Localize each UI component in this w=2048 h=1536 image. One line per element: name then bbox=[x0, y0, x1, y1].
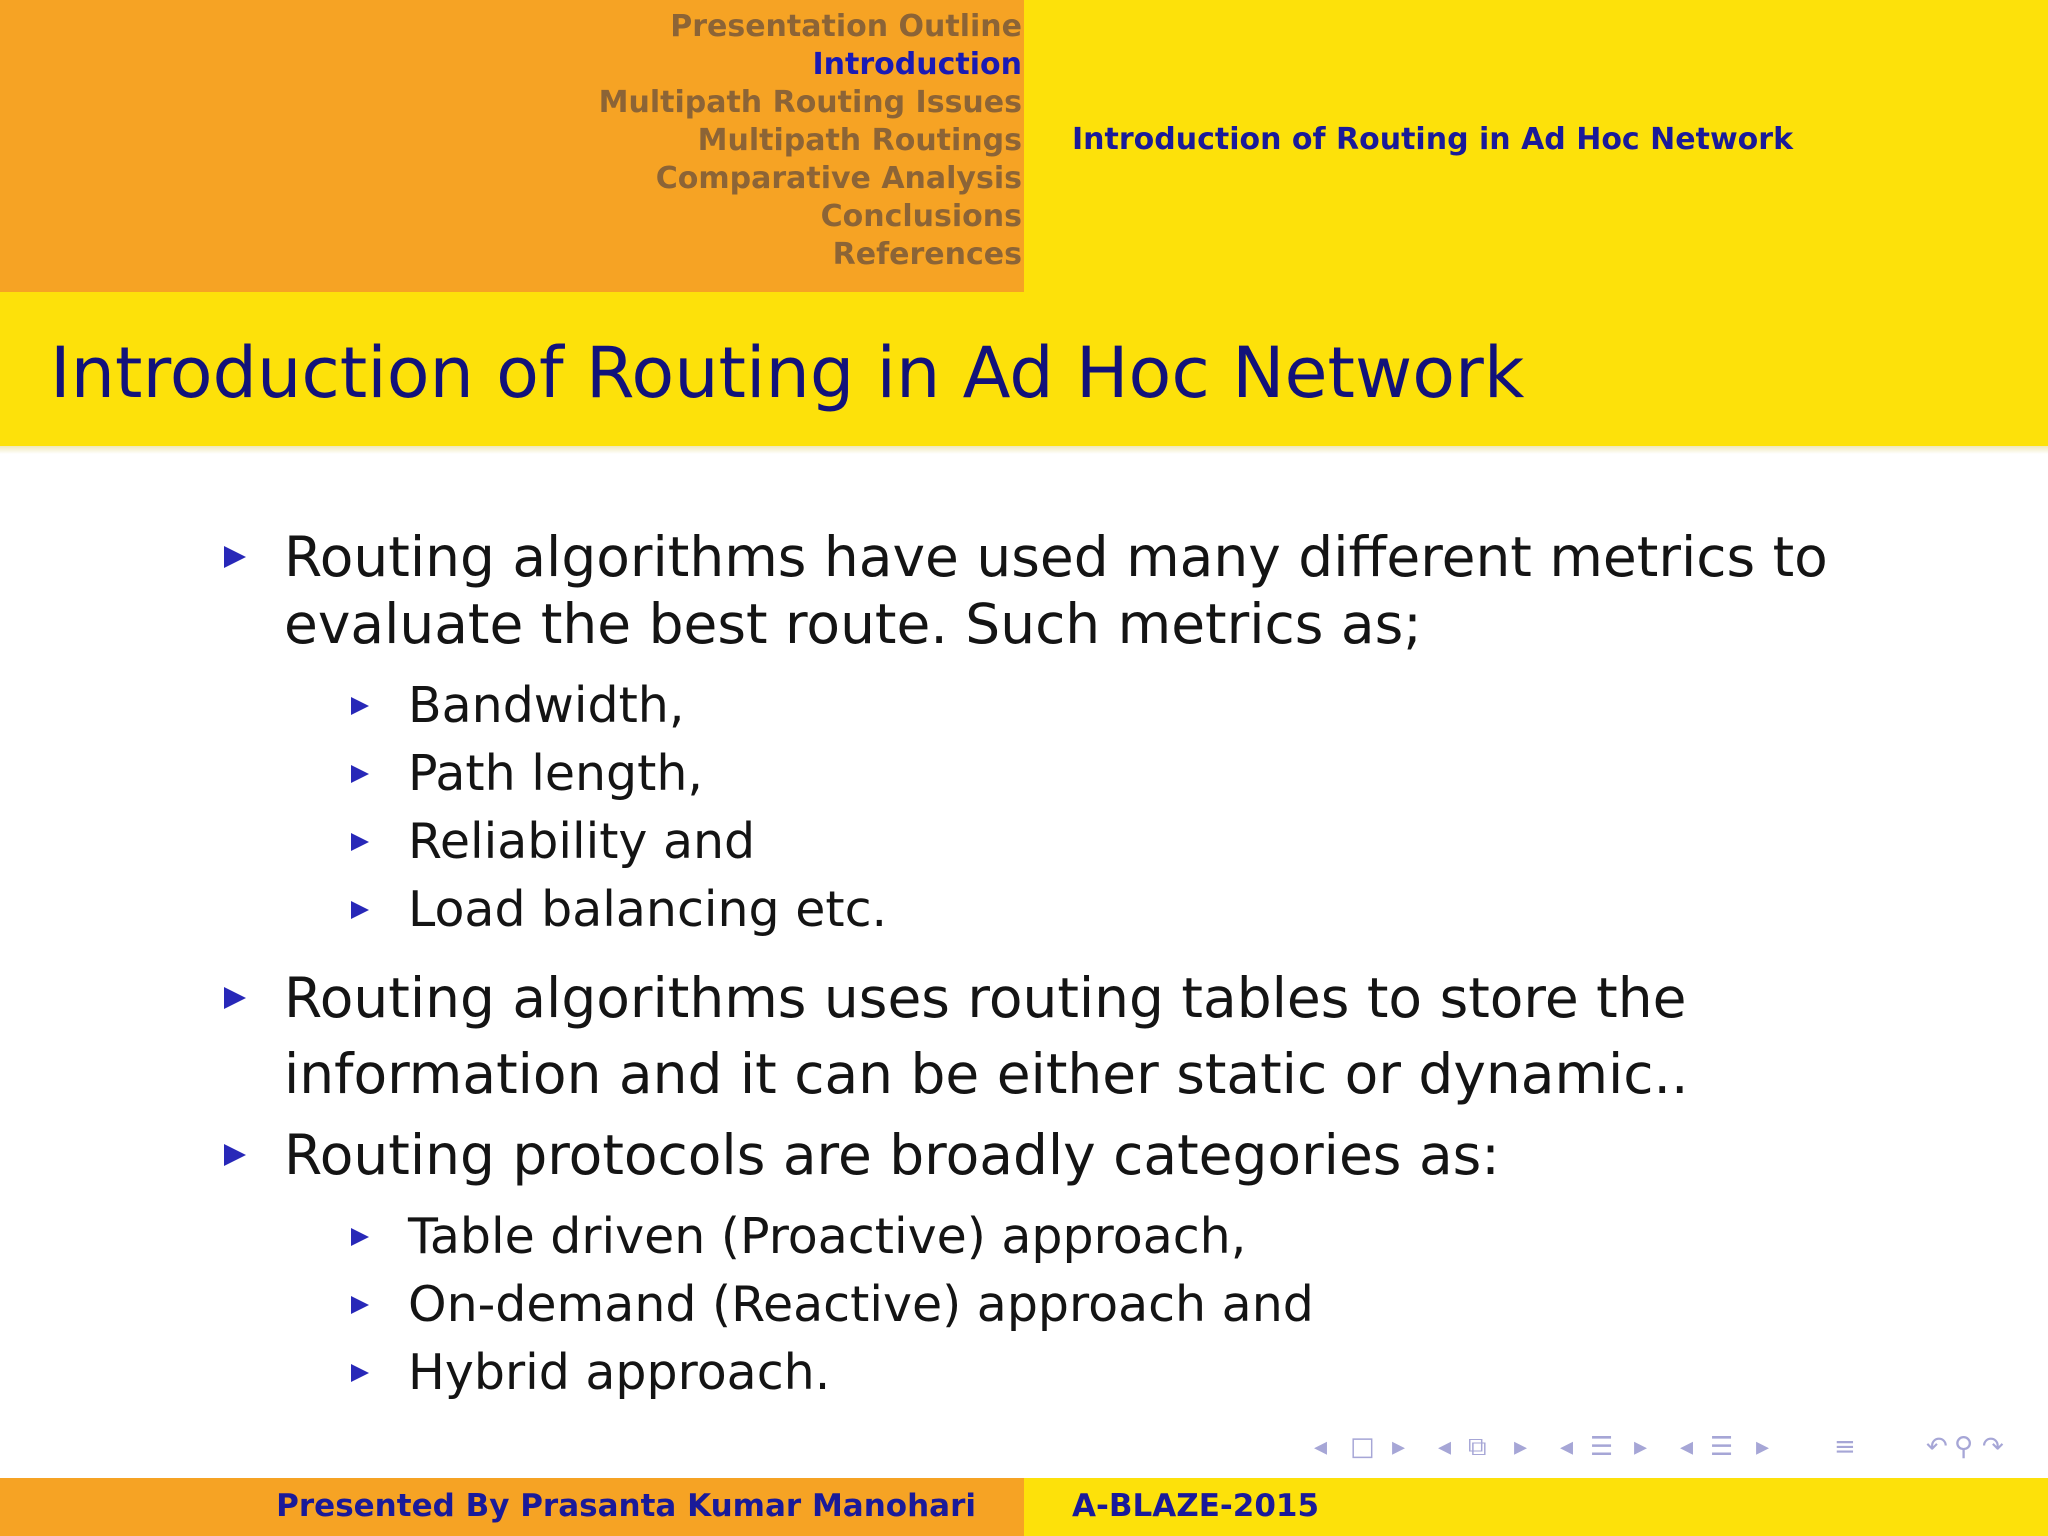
subsection-title[interactable]: Introduction of Routing in Ad Hoc Network bbox=[1072, 122, 1794, 157]
subsection-icon[interactable]: ⧉ bbox=[1468, 1432, 1487, 1462]
sub-bullet-text: Load balancing etc. bbox=[408, 881, 888, 938]
slide-title: Introduction of Routing in Ad Hoc Network bbox=[50, 332, 1525, 414]
sub-bullet-text: On-demand (Reactive) approach and bbox=[408, 1276, 1314, 1333]
outline-item-multipath-routing-issues[interactable]: Multipath Routing Issues bbox=[598, 85, 1022, 120]
beamer-navigation-bar bbox=[1314, 1432, 2034, 1468]
next-frame-arrow-icon[interactable]: ▸ bbox=[1392, 1432, 1406, 1462]
bullet-text: Routing algorithms have used many different metrics to evaluate the best route. Such metrics as; bbox=[284, 525, 1828, 656]
footer-event-panel bbox=[1024, 1478, 2048, 1536]
sub-bullet-text: Path length, bbox=[408, 745, 703, 802]
bullet-triangle-icon bbox=[351, 697, 369, 715]
sub-bullet-text: Hybrid approach. bbox=[408, 1344, 831, 1401]
sub-bullet-item bbox=[218, 808, 1918, 876]
sub-bullet-item bbox=[218, 672, 1918, 740]
frame-icon[interactable]: □ bbox=[1350, 1432, 1375, 1462]
sub-bullet-item bbox=[218, 1203, 1918, 1271]
presentation-icon[interactable]: ☰ bbox=[1710, 1432, 1734, 1462]
next-section-arrow-icon[interactable]: ▸ bbox=[1634, 1432, 1648, 1462]
sub-bullet-text: Bandwidth, bbox=[408, 677, 685, 734]
next-presentation-arrow-icon[interactable]: ▸ bbox=[1756, 1432, 1770, 1462]
outline-item-conclusions[interactable]: Conclusions bbox=[820, 199, 1022, 234]
section-icon[interactable]: ☰ bbox=[1590, 1432, 1614, 1462]
outline-item-presentation-outline[interactable]: Presentation Outline bbox=[670, 9, 1022, 44]
presentation-outline bbox=[222, 8, 1022, 274]
sub-bullet-list bbox=[218, 672, 1918, 944]
bullet-item bbox=[218, 960, 1918, 1112]
bullet-triangle-icon bbox=[351, 1364, 369, 1382]
prev-presentation-arrow-icon[interactable]: ◂ bbox=[1680, 1432, 1694, 1462]
forward-icon[interactable]: ↷ bbox=[1982, 1432, 2004, 1462]
bullet-text: Routing algorithms uses routing tables to store the information and it can be either static or dynamic.. bbox=[284, 966, 1689, 1106]
outline-item-references[interactable]: References bbox=[832, 237, 1022, 272]
slide-content bbox=[218, 524, 1918, 1423]
bullet-triangle-icon bbox=[351, 1296, 369, 1314]
bullet-triangle-icon bbox=[351, 833, 369, 851]
prev-section-arrow-icon[interactable]: ◂ bbox=[1560, 1432, 1574, 1462]
align-icon[interactable]: ≡ bbox=[1834, 1432, 1856, 1462]
search-icon[interactable]: ⚲ bbox=[1954, 1432, 1974, 1462]
sub-bullet-list bbox=[218, 1203, 1918, 1407]
sub-bullet-item bbox=[218, 740, 1918, 808]
bullet-triangle-icon bbox=[224, 987, 246, 1009]
bullet-item bbox=[218, 524, 1918, 658]
bullet-triangle-icon bbox=[224, 1144, 246, 1166]
bullet-item bbox=[218, 1122, 1918, 1189]
frame-title-bar bbox=[0, 292, 2048, 446]
bullet-triangle-icon bbox=[351, 901, 369, 919]
prev-subsection-arrow-icon[interactable]: ◂ bbox=[1438, 1432, 1452, 1462]
header-outline-panel bbox=[0, 0, 1024, 292]
bullet-triangle-icon bbox=[351, 1228, 369, 1246]
outline-item-introduction[interactable]: Introduction bbox=[812, 47, 1022, 82]
sub-bullet-item bbox=[218, 1339, 1918, 1407]
back-icon[interactable]: ↶ bbox=[1926, 1432, 1948, 1462]
sub-bullet-text: Table driven (Proactive) approach, bbox=[408, 1208, 1247, 1265]
prev-frame-arrow-icon[interactable]: ◂ bbox=[1314, 1432, 1328, 1462]
sub-bullet-item bbox=[218, 876, 1918, 944]
footer-event: A-BLAZE-2015 bbox=[1072, 1488, 1320, 1524]
sub-bullet-text: Reliability and bbox=[408, 813, 756, 870]
footer-presenter: Presented By Prasanta Kumar Manohari bbox=[276, 1488, 976, 1524]
sub-bullet-item bbox=[218, 1271, 1918, 1339]
header-subsection-panel bbox=[1024, 0, 2048, 292]
bullet-text: Routing protocols are broadly categories as: bbox=[284, 1123, 1500, 1187]
footer-presenter-panel bbox=[0, 1478, 1024, 1536]
next-subsection-arrow-icon[interactable]: ▸ bbox=[1514, 1432, 1528, 1462]
outline-item-comparative-analysis[interactable]: Comparative Analysis bbox=[655, 161, 1022, 196]
bullet-triangle-icon bbox=[224, 546, 246, 568]
bullet-triangle-icon bbox=[351, 765, 369, 783]
outline-item-multipath-routings[interactable]: Multipath Routings bbox=[697, 123, 1022, 158]
